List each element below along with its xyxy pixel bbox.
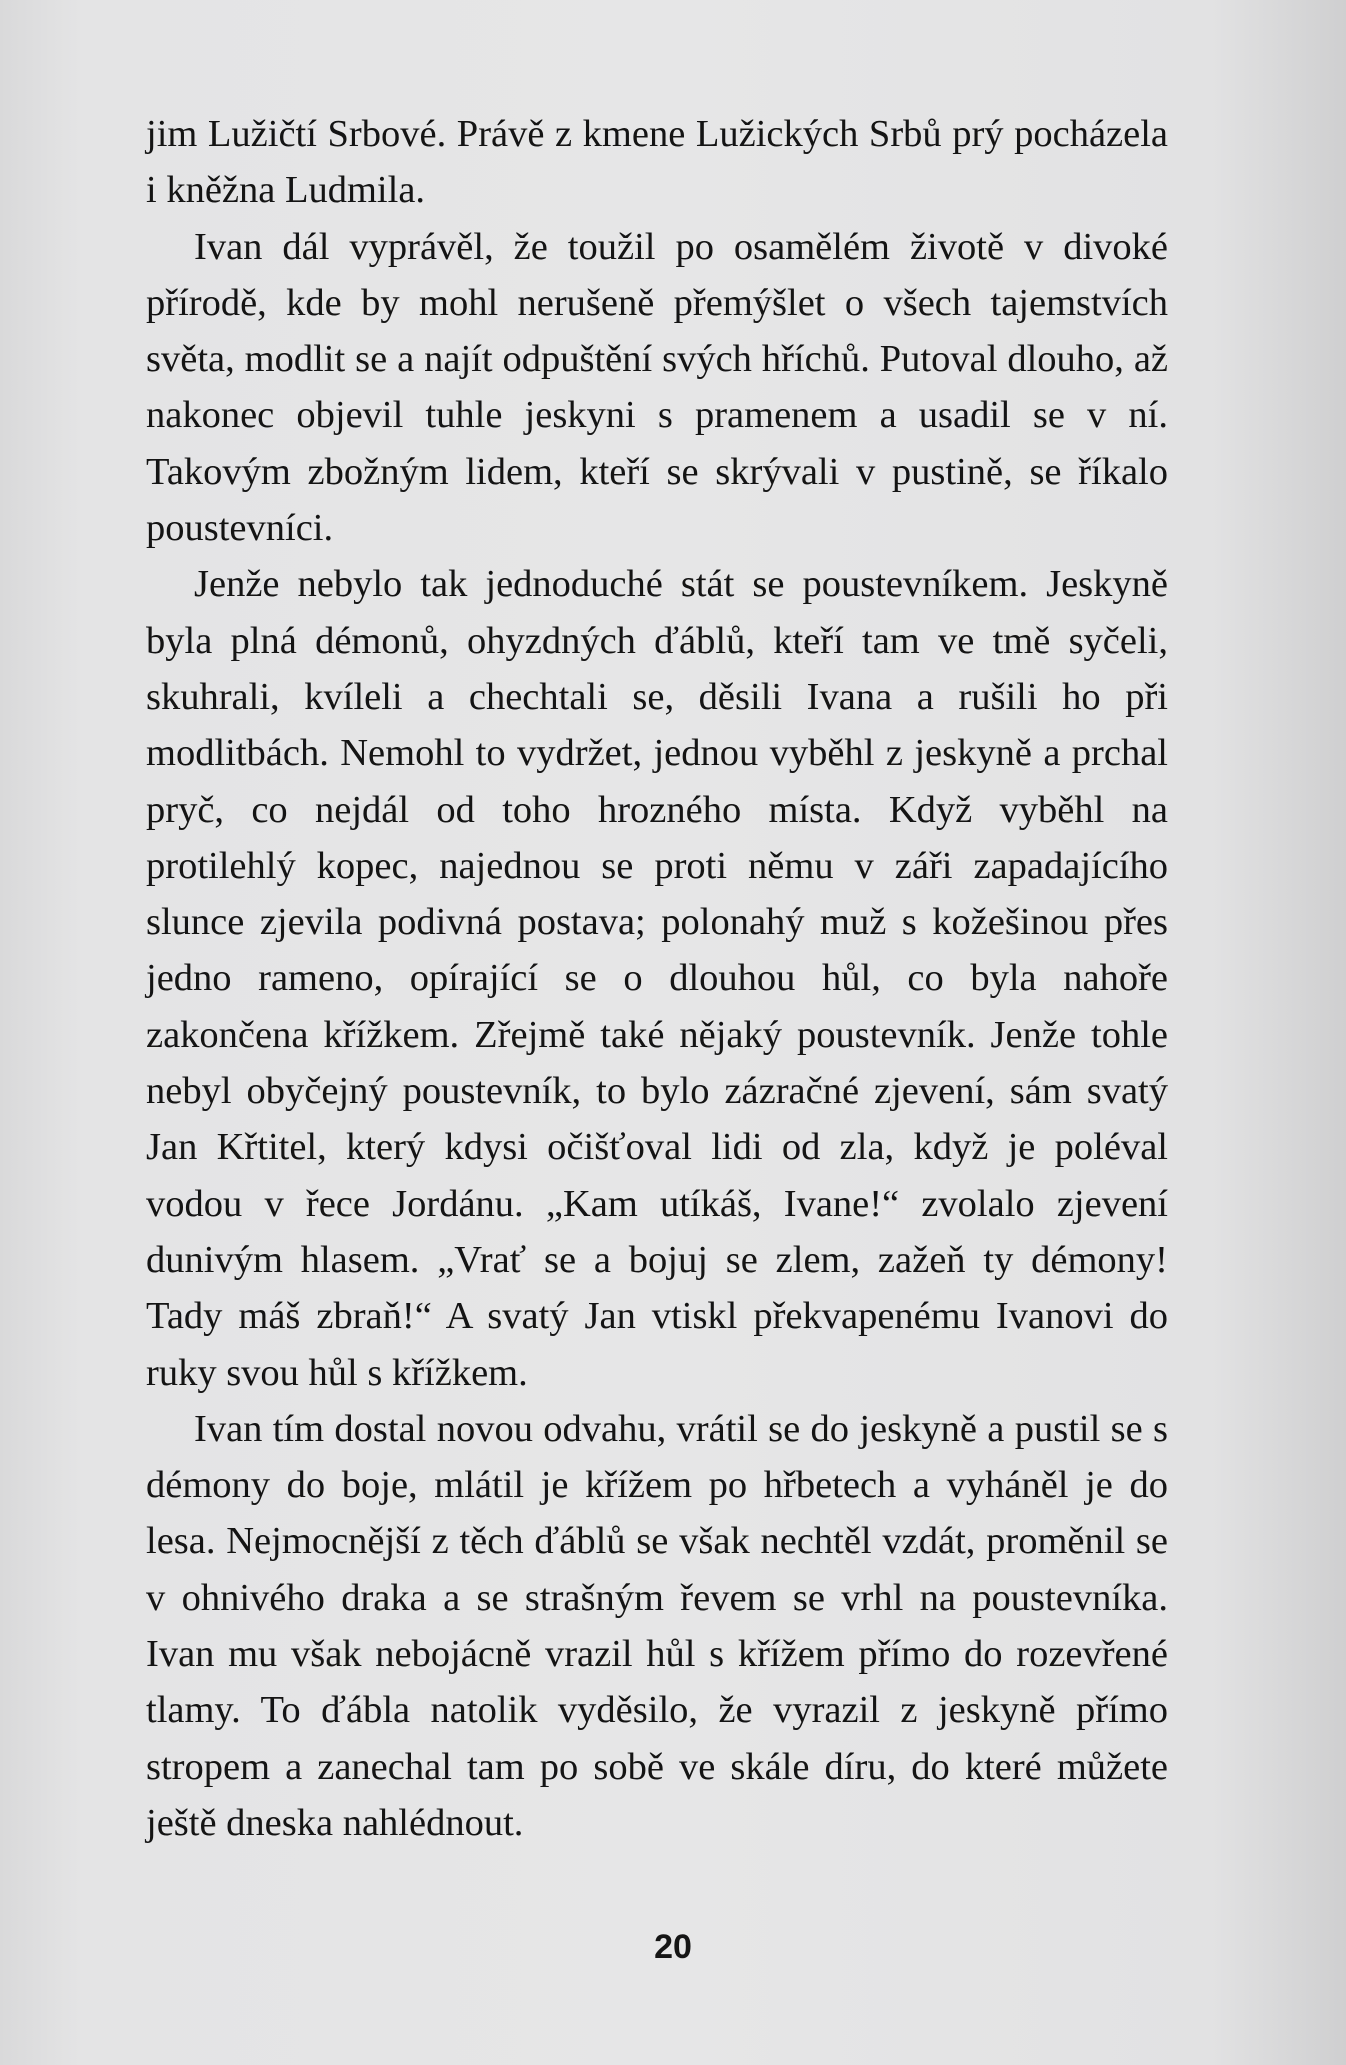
paragraph-1: jim Lužičtí Srbové. Právě z kmene Lužických Srbů prý pocházela i kněžna Ludmila. [146,113,1168,212]
paragraph-3: Jenže nebylo tak jednoduché stát se poustevníkem. Jeskyně byla plná démonů, ohyzdných ďáblů, kteří tam ve tmě syčeli, skuhrali, kvíleli a chechtali se, děsili Ivana a rušili ho při modlitbách. Nemohl to vydržet, jednou vyběhl z jeskyně a prchal pryč, co nejdál od toho hrozného místa. Když vyběhl na protilehlý kopec, najednou se proti němu v záři zapadajícího slunce zjevila podivná postava; polonahý muž s kožešinou přes jedno rameno, opírající se o dlouhou hůl, co byla nahoře zakončena křížkem. Zřejmě také nějaký poustevník. Jenže tohle nebyl obyčejný poustevník, to bylo zázračné zjevení, sám svatý Jan Křtitel, který kdysi očišťoval lidi od zla, když je poléval vodou v řece Jordánu. „Kam utíkáš, Ivane!“ zvolalo zjevení dunivým hlasem. „Vrať se a bojuj se zlem, zažeň ty démony! Tady máš zbraň!“ A svatý Jan vtiskl překvapenému Ivanovi do ruky svou hůl s křížkem. [146,563,1168,1394]
body-text [146,106,1168,1851]
paragraph-2: Ivan dál vyprávěl, že toužil po osamělém životě v divoké přírodě, kde by mohl nerušeně přemýšlet o všech tajemstvích světa, modlit se a najít odpuštění svých hříchů. Putoval dlouho, až nakonec objevil tuhle jeskyni s pramenem a usadil se v ní. Takovým zbožným lidem, kteří se skrývali v pustině, se říkalo poustevníci. [146,225,1168,550]
paragraph-4: Ivan tím dostal novou odvahu, vrátil se do jeskyně a pustil se s démony do boje, mlátil je křížem po hřbetech a vyháněl je do lesa. Nejmocnější z těch ďáblů se však nechtěl vzdát, proměnil se v ohnivého draka a se strašným řevem se vrhl na poustevníka. Ivan mu však nebojácně vrazil hůl s křížem přímo do rozevřené tlamy. To ďábla natolik vyděsilo, že vyrazil z jeskyně přímo stropem a zanechal tam po sobě ve skále díru, do které můžete ještě dneska nahlédnout. [146,1407,1168,1844]
page-number: 20 [654,1928,692,1966]
